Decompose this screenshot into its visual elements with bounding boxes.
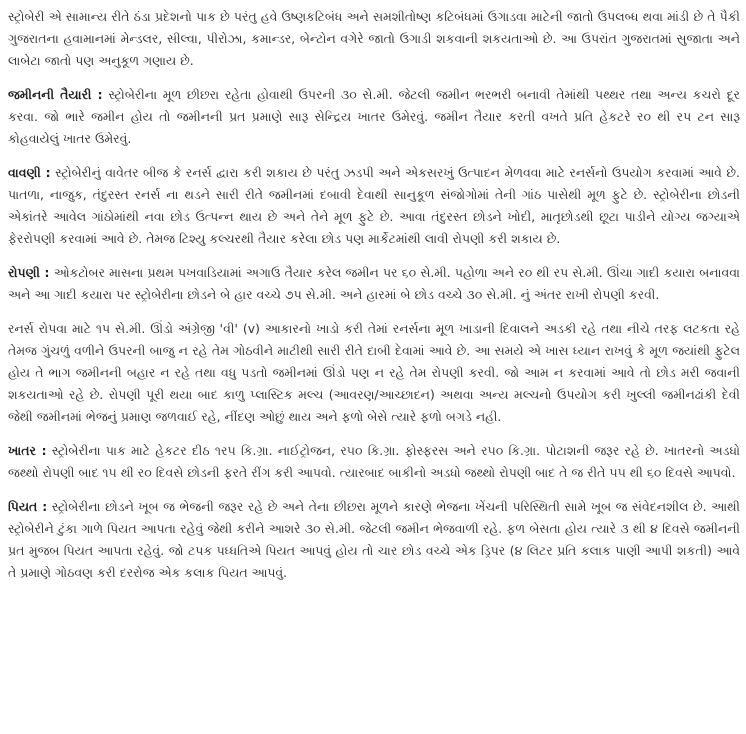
section-heading-planting: રોપણી : <box>8 266 50 280</box>
section-heading-irrigation: પિયત : <box>8 500 48 514</box>
intro-text: સ્ટ્રોબેરી એ સામાન્ય રીતે ઠંડા પ્રદેશનો પાક છે પરંતુ હવે ઉષ્ણકટિબંધ અને સમશીતોષ્ણ કટિબંધમાં ઉગાડવા માટેની જાતો ઉપલબ્ધ થવા માંડી છે તે પૈકી ગુજરાતના હવામાનમાં મેન્ડલર, સીલ્વા, પીરોઝા, કમાન્ડર, બેન્ટોન વગેરે જાતો ઉગાડી શકવાની શકયતાઓ છે. આ ઉપરાંત ગુજરાતમાં સુજાતા અને લાબેટા જાતો પણ અનુકૂળ ગણાય છે. <box>8 10 740 68</box>
section-text-sowing: સ્ટ્રોબેરીનું વાવેતર બીજ કે રનર્સ દ્વારા કરી શકાય છે પરંતુ ઝડપી અને એકસરખું ઉત્પાદન મેળવવા માટે રનર્સનો ઉપયોગ કરવામાં આવે છે. પાતળા, નાજુક, તંદુરસ્ત રનર્સ ના થડને સારી રીતે જમીનમાં દબાવી દેવાથી સાનુકૂળ સંજોગોમાં તેની ગાંઠ પાસેથી મૂળ ફુટે છે. સ્ટ્રોબેરીના છોડની એકાંતરે આવેલ ગાંઠોમાંથી નવા છોડ ઉત્પન્ન થાય છે અને તેને મૂળ ફુટે છે. આવા તંદુરસ્ત છોડને ખોદી, માતૃછોડથી છૂટા પાડીને યોગ્ય જગ્યાએ ફેરરોપણી કરવામાં આવે છે. તેમજ ટિશ્યુ કલ્ચરથી તૈયાર કરેલા છોડ પણ માર્કેટમાંથી લાવી રોપણી કરી શકાય છે. <box>8 166 740 246</box>
section-soil-preparation <box>8 84 740 150</box>
section-planting <box>8 262 740 306</box>
section-runner-planting <box>8 318 740 428</box>
section-text-soil-preparation: સ્ટ્રોબેરીના મૂળ છીછરા રહેતા હોવાથી ઉપરની ૩૦ સે.મી. જેટલી જમીન ભરભરી બનાવી તેમાંથી પથ્થર તથા અન્ય કચરો દૂર કરવા. જો ભારે જમીન હોય તો જમીનની પ્રત પ્રમાણે સારૂ સેન્દ્રિય ખાતર ઉમેરવું. જમીન તૈયાર કરતી વખતે પ્રતિ હેકટરે ર૦ થી રપ ટન સારૂ કોહવાયેલું ખાતર ઉમેરવું. <box>8 88 741 146</box>
section-heading-soil-preparation: જમીનની તૈયારી : <box>8 88 103 102</box>
section-heading-sowing: વાવણી : <box>8 166 51 180</box>
section-fertilizer <box>8 440 740 484</box>
section-irrigation <box>8 496 740 584</box>
section-heading-fertilizer: ખાતર : <box>8 444 47 458</box>
section-text-fertilizer: સ્ટ્રોબેરીના પાક માટે હેકટર દીઠ ૧ર૫ કિ.ગ્રા. નાઈટ્રોજન, ર૫૦ કિ.ગ્રા. ફોસ્ફરસ અને ર૫૦ કિ.ગ્રા. પોટાશની જરૂર રહે છે. ખાતરનો અડધો જથ્થો રોપણી બાદ ૧૫ થી ર૦ દિવસે છોડની ફરતે રીંગ કરી આપવો. ત્યારબાદ બાકીનો અડધો જથ્થો રોપણી બાદ તે જ રીતે ૫૫ થી ૬૦ દિવસે આપવો. <box>8 444 740 480</box>
section-text-irrigation: સ્ટ્રોબેરીના છોડને ખૂબ જ ભેજની જરૂર રહે છે અને તેના છીછરા મૂળને કારણે ભેજના ખેંચની પરિસ્થિતી સામે ખૂબ જ સંવેદનશીલ છે. આથી સ્ટ્રોબેરીને ટુંકા ગાળે પિયત આપતા રહેવું જેથી કરીને આશરે ૩૦ સે.મી. જેટલી જમીન ભેજવાળી રહે. ફળ બેસતા હોય ત્યારે ૩ થી ૪ દિવસે જમીનની પ્રત મુજબ પિયત આપતા રહેવું. જો ટપક પધ્ધતિએ પિયત આપવું હોય તો ચાર છોડ વચ્ચે એક ડ્રિપર (૪ લિટર પ્રતિ કલાક પાણી આપી શકતી) આવે તે પ્રમાણે ગોઠવણ કરી દરરોજ એક કલાક પિયત આપવું. <box>8 500 740 580</box>
section-sowing <box>8 162 740 250</box>
section-text-planting: ઓકટોબર માસના પ્રથમ પખવાડિયામાં અગાઉ તૈયાર કરેલ જમીન પર ૬૦ સે.મી. પહોળા અને ર૦ થી રપ સે.મી. ઊંચા ગાદી કયારા બનાવવા અને આ ગાદી કયારા પર સ્ટ્રોબેરીના છોડને બે હાર વચ્ચે ૭પ સે.મી. અને હારમાં બે છોડ વચ્ચે ૩૦ સે.મી. નું અંતર રાખી રોપણી કરવી. <box>8 266 740 302</box>
intro-paragraph <box>8 6 740 72</box>
section-text-runner-planting: રનર્સ રોપવા માટે ૧પ સે.મી. ઊંડો અંગ્રેજી 'વી' (v) આકારનો ખાડો કરી તેમાં રનર્સના મૂળ ખાડાની દિવાલને અડકી રહે તથા નીચે તરફ લટકતા રહે તેમજ ગુંચળું વળીને ઉપરની બાજુ ન રહે તેમ ગોઠવીને માટીથી સારી રીતે દાબી દેવામાં આવે છે. આ સમયે એ ખાસ ધ્યાન રાખવું કે મૂળ જયાંથી ફુટેલ હોય તે ભાગ જમીનની બહાર ન રહે તથા વધુ પડતો જમીનમાં ઊંડો પણ ન રહે તેમ રોપણી કરવી. જો આમ ન કરવામાં આવે તો છોડ મરી જવાની શકયતાઓ રહે છે. રોપણી પૂરી થયા બાદ કાળુ પ્લાસ્ટિક મલ્ચ (આવરણ/આચ્છાદન) અથવા અન્ય મલ્ચનો ઉપયોગ કરી ખુલ્લી જમીનઢાંકી દેવી જેથી જમીનમાં ભેજનું પ્રમાણ જળવાઈ રહે, નીંદણ ઓછું થાય અને ફળો બેસે ત્યારે ફળો બગડે નહી. <box>8 322 740 424</box>
